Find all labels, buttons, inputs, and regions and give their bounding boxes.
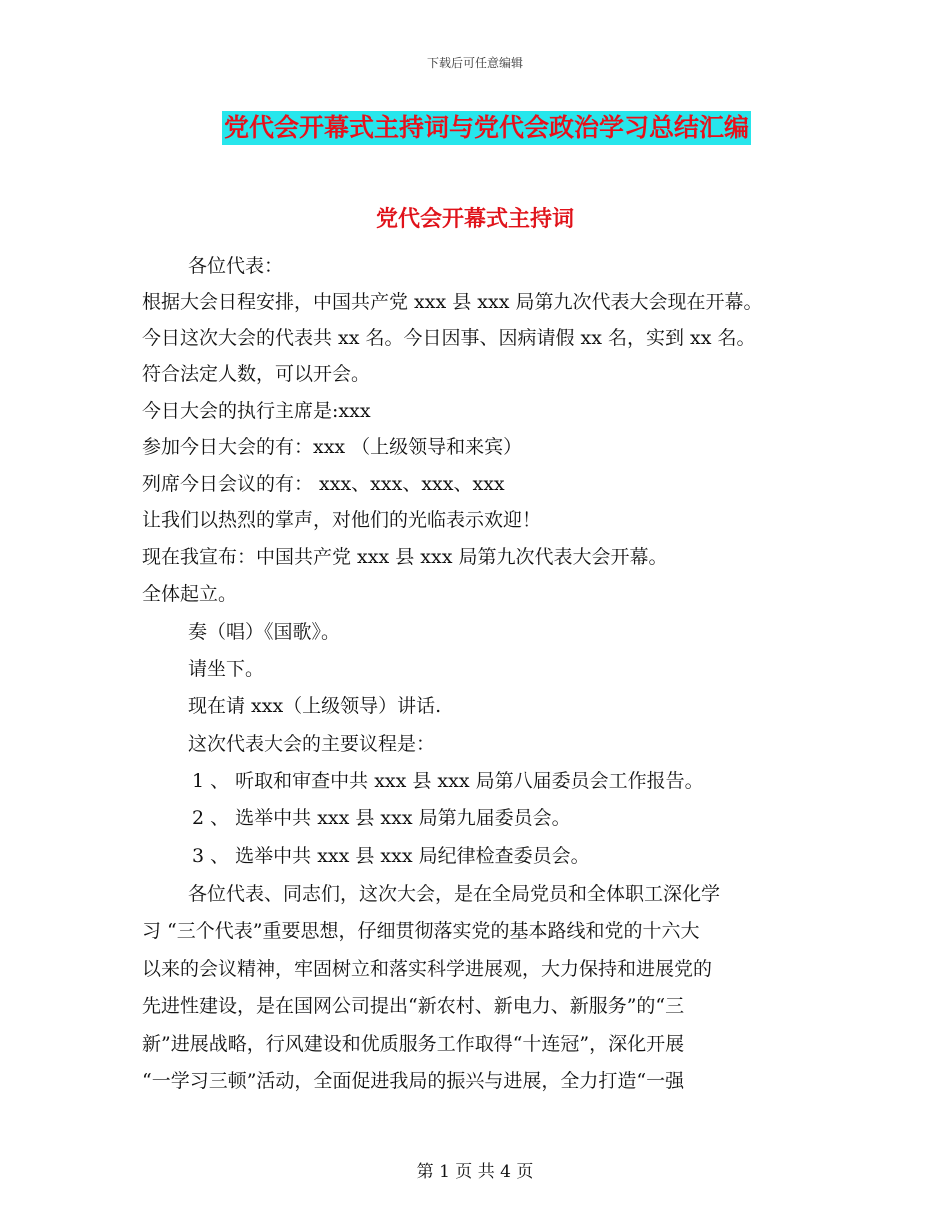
body-line: 习 “三个代表”重要思想，仔细贯彻落实党的基本路线和党的十六大 [142, 920, 700, 942]
header-note: 下载后可任意编辑 [426, 56, 523, 70]
body-line: 全体起立。 [142, 583, 238, 605]
agenda-item: 1 、 听取和审查中共 xxx 县 xxx 局第八届委员会工作报告。 [192, 770, 704, 792]
body-line: 列席今日会议的有： xxx、xxx、xxx、xxx [142, 473, 505, 495]
body-line: 根据大会日程安排，中国共产党 xxx 县 xxx 局第九次代表大会现在开幕。 [142, 291, 763, 313]
body-line: 先进性建设，是在国网公司提出“新农村、新电力、新服务”的“三 [142, 995, 685, 1017]
document-main-title: 党代会开幕式主持词与党代会政治学习总结汇编 [222, 111, 751, 145]
body-line: 新”进展战略，行风建设和优质服务工作取得“十连冠”，深化开展 [142, 1033, 685, 1055]
body-line: “一学习三顿”活动，全面促进我局的振兴与进展，全力打造“一强 [142, 1070, 685, 1092]
body-line: 现在我宣布：中国共产党 xxx 县 xxx 局第九次代表大会开幕。 [142, 546, 668, 568]
body-line: 参加今日大会的有：xxx （上级领导和来宾） [142, 436, 523, 458]
body-line-salutation: 各位代表： [188, 255, 284, 277]
body-line: 这次代表大会的主要议程是： [188, 733, 436, 755]
body-line: 现在请 xxx（上级领导）讲话. [188, 695, 442, 717]
agenda-item: 3 、 选举中共 xxx 县 xxx 局纪律检查委员会。 [192, 845, 590, 867]
body-line: 今日这次大会的代表共 xx 名。今日因事、因病请假 xx 名，实到 xx 名。 [142, 327, 756, 349]
body-line: 请坐下。 [188, 658, 265, 680]
body-line: 奏（唱）《国歌》。 [188, 621, 341, 643]
body-line: 让我们以热烈的掌声，对他们的光临表示欢迎！ [142, 509, 542, 531]
section-title: 党代会开幕式主持词 [375, 207, 574, 232]
body-line: 今日大会的执行主席是:xxx [142, 400, 371, 422]
body-line: 以来的会议精神，牢固树立和落实科学进展观，大力保持和进展党的 [142, 958, 713, 980]
page-footer: 第 1 页 共 4 页 [416, 1162, 534, 1182]
agenda-item: 2 、 选举中共 xxx 县 xxx 局第九届委员会。 [192, 807, 571, 829]
body-line: 符合法定人数，可以开会。 [142, 363, 371, 385]
body-line: 各位代表、同志们，这次大会，是在全局党员和全体职工深化学 [188, 883, 721, 905]
